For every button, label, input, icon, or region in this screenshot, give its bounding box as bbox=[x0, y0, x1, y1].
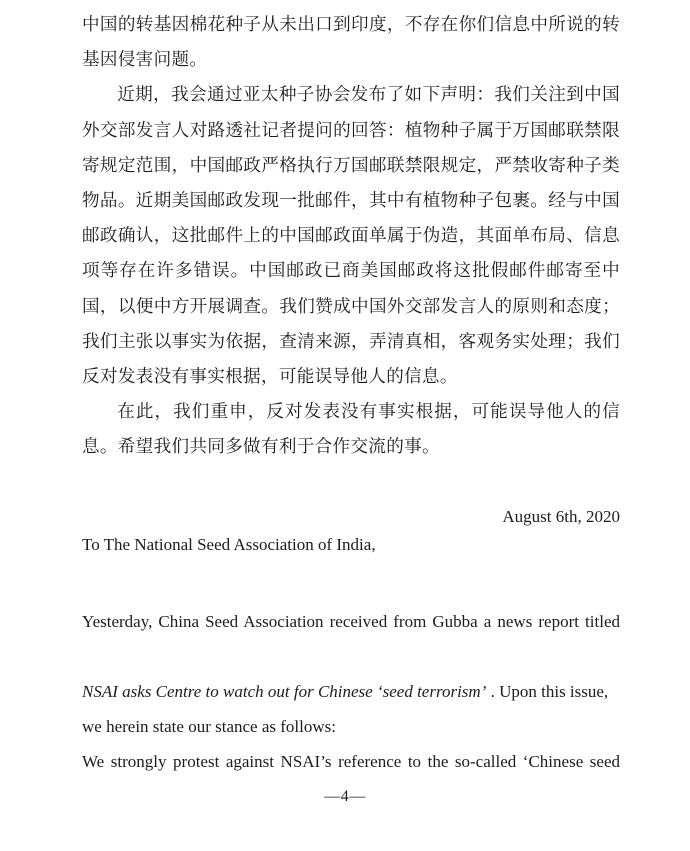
chinese-paragraph-1: 中国的转基因棉花种子从未出口到印度，不存在你们信息中所说的转基因侵害问题。 bbox=[82, 15, 620, 71]
english-line-1 bbox=[82, 604, 620, 674]
page-number: —4— bbox=[324, 788, 366, 805]
letter-salutation: To The National Seed Association of India, bbox=[82, 535, 376, 554]
english-text-block bbox=[82, 604, 620, 814]
english-line-2-roman-tail: . Upon this issue, bbox=[486, 682, 609, 701]
chinese-text-block bbox=[82, 8, 620, 466]
english-line-2-italic-title: NSAI asks Centre to watch out for Chinese ‘seed terrorism’ bbox=[82, 682, 487, 701]
english-line-1-text: Yesterday, China Seed Association received from Gubba a news report titled bbox=[82, 612, 620, 631]
english-line-4-text: We strongly protest against NSAI’s reference to the so-called ‘Chinese seed bbox=[82, 752, 620, 771]
letter-date: August 6th, 2020 bbox=[502, 507, 620, 526]
chinese-paragraph-3: 在此，我们重申，反对发表没有事实根据，可能误导他人的信息。希望我们共同多做有利于合作交流的事。 bbox=[82, 402, 620, 458]
chinese-paragraph-2: 近期，我会通过亚太种子协会发布了如下声明：我们关注到中国外交部发言人对路透社记者提问的回答：植物种子属于万国邮联禁限寄规定范围，中国邮政严格执行万国邮联禁限规定，严禁收寄种子类物品。近期美国邮政发现一批邮件，其中有植物种子包裹。经与中国邮政确认，这批邮件上的中国邮政面单属于伪造，其面单布局、信息项等存在许多错误。中国邮政已商美国邮政将这批假邮件邮寄至中国，以便中方开展调查。我们赞成中国外交部发言人的原则和态度；我们主张以事实为依据，查清来源，弄清真相，客观务实处理；我们反对发表没有事实根据，可能误导他人的信息。 bbox=[82, 85, 620, 388]
english-line-2 bbox=[82, 674, 620, 709]
english-line-3-text: we herein state our stance as follows: bbox=[82, 717, 336, 736]
english-line-3 bbox=[82, 709, 620, 744]
